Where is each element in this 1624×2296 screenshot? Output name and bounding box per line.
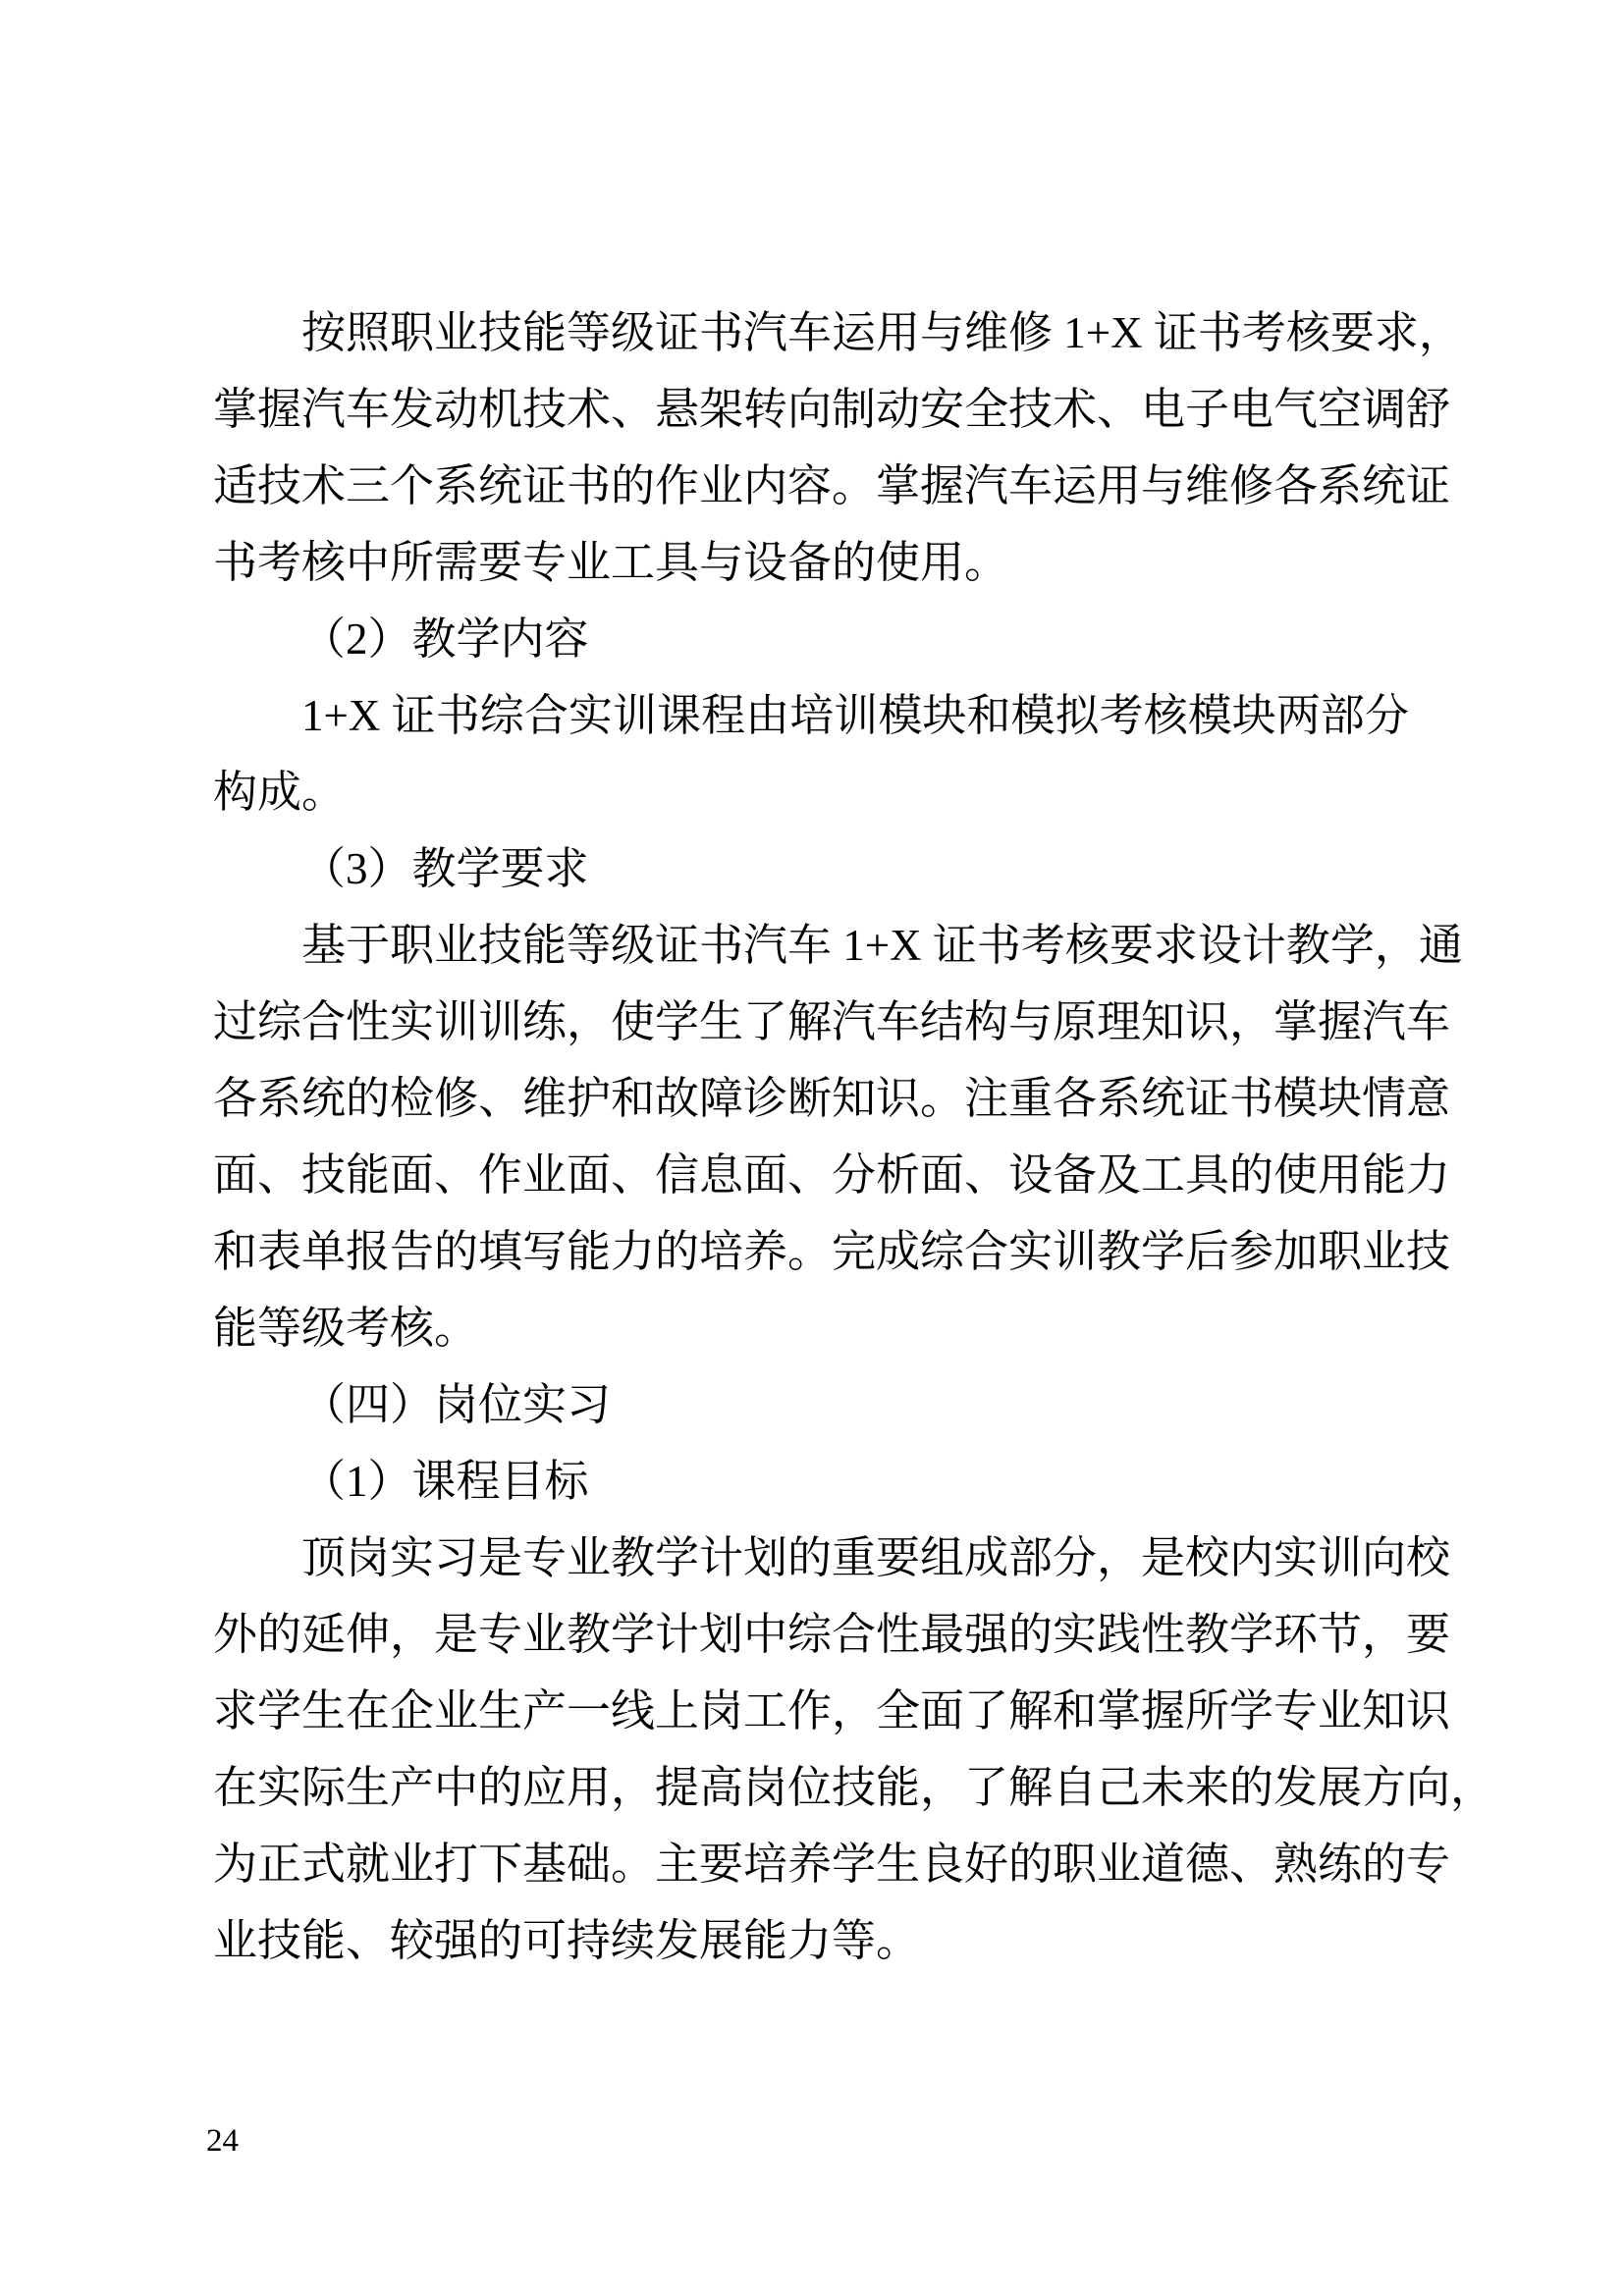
text-line: 基于职业技能等级证书汽车 1+X 证书考核要求设计教学，通: [301, 921, 1463, 970]
text-line: 顶岗实习是专业教学计划的重要组成部分，是校内实训向校: [301, 1533, 1451, 1582]
text-line: 外的延伸，是专业教学计划中综合性最强的实践性教学环节，要: [213, 1610, 1451, 1659]
text-line: 1+X 证书综合实训课程由培训模块和模拟考核模块两部分: [301, 691, 1409, 740]
paragraph-internship-description: [213, 1520, 1495, 1979]
heading-line: （3）教学要求: [301, 844, 589, 893]
paragraph-course-composition: [213, 677, 1409, 830]
text-line: 掌握汽车发动机技术、悬架转向制动安全技术、电子电气空调舒: [213, 385, 1451, 434]
heading-line: （四）岗位实习: [301, 1380, 612, 1429]
text-line: 过综合性实训训练，使学生了解汽车结构与原理知识，掌握汽车: [213, 997, 1451, 1046]
text-line: 构成。: [213, 768, 347, 817]
text-line: 为正式就业打下基础。主要培养学生良好的职业道德、熟练的专: [213, 1840, 1451, 1889]
heading-course-objectives: [213, 1443, 1409, 1520]
paragraph-teaching-design: [213, 907, 1463, 1366]
text-line: 和表单报告的填写能力的培养。完成综合实训教学后参加职业技: [213, 1227, 1451, 1276]
text-line: 能等级考核。: [213, 1304, 479, 1353]
heading-line: （1）课程目标: [301, 1457, 589, 1506]
text-line: 各系统的检修、维护和故障诊断知识。注重各系统证书模块情意: [213, 1074, 1451, 1123]
text-line: 书考核中所需要专业工具与设备的使用。: [213, 538, 1009, 587]
page-number: 24: [206, 2123, 239, 2159]
text-line: 业技能、较强的可持续发展能力等。: [213, 1916, 921, 1965]
text-line: 适技术三个系统证书的作业内容。掌握汽车运用与维修各系统证: [213, 461, 1451, 510]
text-line: 求学生在企业生产一线上岗工作，全面了解和掌握所学专业知识: [213, 1686, 1451, 1735]
heading-line: （2）教学内容: [301, 614, 589, 664]
heading-teaching-content: [213, 601, 1409, 677]
text-line: 面、技能面、作业面、信息面、分析面、设备及工具的使用能力: [213, 1150, 1451, 1200]
text-line: 按照职业技能等级证书汽车运用与维修 1+X 证书考核要求，: [301, 308, 1463, 357]
text-line: 在实际生产中的应用，提高岗位技能，了解自己未来的发展方向，: [213, 1763, 1495, 1812]
heading-post-internship: [213, 1366, 1409, 1443]
paragraph-certificate-requirements: [213, 294, 1463, 601]
heading-teaching-requirements: [213, 830, 1409, 907]
text-block: [213, 294, 1495, 1979]
